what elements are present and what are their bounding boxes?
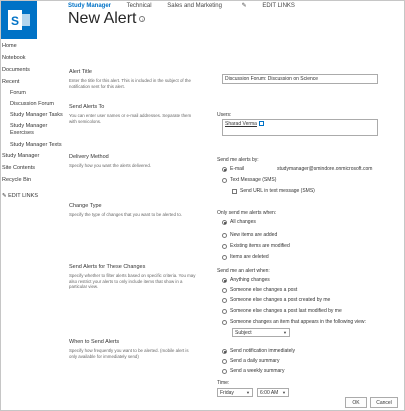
users-label: Users: xyxy=(217,112,232,118)
sharepoint-logo[interactable] xyxy=(1,1,37,39)
address-book-icon[interactable] xyxy=(259,121,264,126)
topnav-study-manager[interactable]: Study Manager xyxy=(68,3,112,9)
pencil-icon: ✎ xyxy=(241,3,247,9)
nav-study-manager-texts[interactable]: Study Manager Texts xyxy=(10,142,62,148)
nav-recent[interactable]: Recent xyxy=(2,79,20,85)
filter-modified-by-me-radio[interactable]: Someone else changes a post last modified by me xyxy=(222,308,342,314)
change-type-group-label: Only send me alerts when: xyxy=(217,210,277,216)
filters-group-label: Send me an alert when: xyxy=(217,268,270,274)
chevron-down-icon: ▼ xyxy=(246,390,250,395)
filters-label: Send Alerts for These Changes xyxy=(69,264,146,270)
nav-recycle-bin[interactable]: Recycle Bin xyxy=(2,177,32,183)
nav-study-manager-tasks[interactable]: Study Manager Tasks xyxy=(10,112,63,118)
day-select[interactable]: Friday ▼ xyxy=(217,388,253,397)
change-type-desc: Specify the type of changes that you want to be alerted to. xyxy=(69,212,183,217)
radio-unselected[interactable] xyxy=(222,233,227,238)
send-to-desc: You can enter user names or e-mail addresses. Separate them with semicolons. xyxy=(69,113,192,124)
radio-unselected[interactable] xyxy=(222,359,227,364)
change-modified-radio[interactable]: Existing items are modified xyxy=(222,243,290,249)
top-nav xyxy=(68,2,323,9)
when-label: When to Send Alerts xyxy=(69,339,120,345)
nav-home[interactable]: Home xyxy=(2,43,17,49)
nav-discussion-forum[interactable]: Discussion Forum xyxy=(10,101,55,107)
change-new-radio[interactable]: New items are added xyxy=(222,232,277,238)
send-immediately-radio[interactable]: Send notification immediately xyxy=(222,348,295,354)
radio-unselected[interactable] xyxy=(222,309,227,314)
svg-text:S: S xyxy=(11,14,20,28)
send-by-label: Send me alerts by: xyxy=(217,157,259,163)
cancel-button[interactable]: Cancel xyxy=(370,397,398,408)
send-to-label: Send Alerts To xyxy=(69,104,105,110)
delivery-desc: Specify how you want the alerts delivered. xyxy=(69,163,152,168)
change-all-radio[interactable]: All changes xyxy=(222,219,256,225)
radio-unselected[interactable] xyxy=(222,288,227,293)
pencil-icon: ✎ xyxy=(2,193,7,199)
topnav-sales-marketing[interactable]: Sales and Marketing xyxy=(167,3,222,9)
ok-button[interactable]: OK xyxy=(345,397,367,408)
change-deleted-radio[interactable]: Items are deleted xyxy=(222,254,269,260)
radio-selected[interactable] xyxy=(222,278,227,283)
info-icon[interactable]: i xyxy=(139,16,145,22)
filter-anything-radio[interactable]: Anything changes xyxy=(222,277,270,283)
chevron-down-icon: ▼ xyxy=(282,390,286,395)
alert-title-label: Alert Title xyxy=(69,69,92,75)
email-radio[interactable]: E-mail xyxy=(222,166,244,172)
nav-study-manager[interactable]: Study Manager xyxy=(2,153,40,159)
radio-unselected[interactable] xyxy=(222,255,227,260)
sharepoint-icon xyxy=(8,8,30,32)
radio-unselected[interactable] xyxy=(222,320,227,325)
filter-view-radio[interactable]: Someone changes an item that appears in the following view: xyxy=(222,319,366,325)
nav-forum[interactable]: Forum xyxy=(10,90,26,96)
checkbox[interactable] xyxy=(232,189,237,194)
topnav-edit-links[interactable]: ✎ EDIT LINKS xyxy=(241,3,295,9)
radio-selected[interactable] xyxy=(222,349,227,354)
page-title: New Alert i xyxy=(68,10,145,28)
chevron-down-icon: ▼ xyxy=(283,330,287,335)
nav-documents[interactable]: Documents xyxy=(2,67,30,73)
radio-unselected[interactable] xyxy=(222,178,227,183)
radio-unselected[interactable] xyxy=(222,369,227,374)
sms-radio[interactable]: Text Message (SMS) xyxy=(222,177,276,183)
topnav-technical[interactable]: Technical xyxy=(126,3,152,9)
alert-title-input[interactable]: Discussion Forum: Discussion on Science xyxy=(222,74,378,84)
send-url-checkbox[interactable]: Send URL in text message (SMS) xyxy=(232,188,315,194)
delivery-label: Delivery Method xyxy=(69,154,109,160)
radio-unselected[interactable] xyxy=(222,244,227,249)
nav-notebook[interactable]: Notebook xyxy=(2,55,26,61)
view-select[interactable]: Subject ▼ xyxy=(232,328,290,337)
filter-else-changes-radio[interactable]: Someone else changes a post xyxy=(222,287,297,293)
alert-title-desc: Enter the title for this alert. This is included in the subject of the notification sent for this alert. xyxy=(69,78,191,89)
user-token[interactable]: Sharad Verma xyxy=(225,121,257,127)
when-desc: Specify how frequently you want to be alerted. (mobile alert is only available for immediately send) xyxy=(69,348,189,359)
radio-selected[interactable] xyxy=(222,167,227,172)
nav-site-contents[interactable]: Site Contents xyxy=(2,165,36,171)
nav-edit-links[interactable]: ✎ EDIT LINKS xyxy=(2,193,38,199)
send-weekly-radio[interactable]: Send a weekly summary xyxy=(222,368,284,374)
radio-selected[interactable] xyxy=(222,220,227,225)
change-type-label: Change Type xyxy=(69,203,102,209)
nav-study-manager-exercises[interactable]: Study Manager xyxy=(10,123,48,129)
filters-desc: Specify whether to filter alerts based on specific criteria. You may also restrict your alerts to only include items that show in a particular view. xyxy=(69,273,196,290)
send-daily-radio[interactable]: Send a daily summary xyxy=(222,358,279,364)
filter-created-by-me-radio[interactable]: Someone else changes a post created by me xyxy=(222,297,330,303)
radio-unselected[interactable] xyxy=(222,298,227,303)
time-label: Time: xyxy=(217,380,230,386)
users-input[interactable] xyxy=(222,119,378,136)
hour-select[interactable]: 6:00 AM ▼ xyxy=(257,388,289,397)
nav-exercises[interactable]: Exercises xyxy=(10,130,34,136)
email-address: studymanager@smindore.onmicrosoft.com xyxy=(277,166,373,172)
